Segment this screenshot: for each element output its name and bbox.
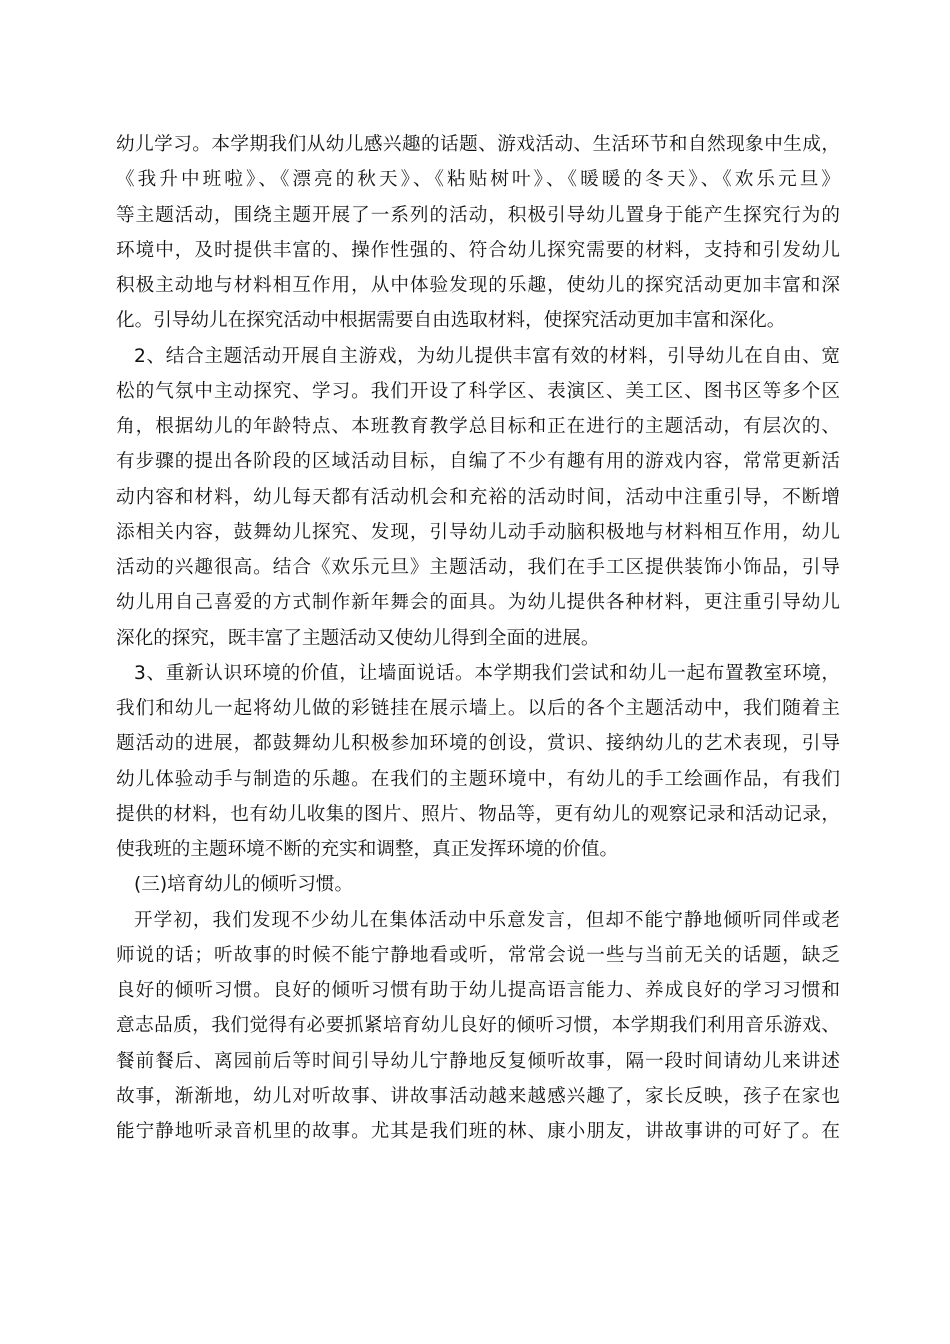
text-line: 环境中，及时提供丰富的、操作性强的、符合幼儿探究需要的材料，支持和引发幼儿 — [116, 239, 840, 261]
text-line: 添相关内容，鼓舞幼儿探究、发现，引导幼儿动手动脑积极地与材料相互作用，幼儿 — [116, 521, 840, 543]
text-line: 《我升中班啦》、《漂亮的秋天》、《粘贴树叶》、《暖暖的冬天》、《欢乐元旦》 — [116, 169, 840, 191]
text-line: 幼儿学习。本学期我们从幼儿感兴趣的话题、游戏活动、生活环节和自然现象中生成， — [116, 134, 840, 155]
text-line: 餐前餐后、离园前后等时间引导幼儿宁静地反复倾听故事，隔一段时间请幼儿来讲述 — [116, 1050, 840, 1072]
paragraph-start-line: 2、结合主题活动开展自主游戏，为幼儿提供丰富有效的材料，引导幼儿在自由、宽 — [134, 345, 840, 367]
text-line: 幼儿体验动手与制造的乐趣。在我们的主题环境中，有幼儿的手工绘画作品，有我们 — [116, 768, 840, 790]
section-heading: (三)培育幼儿的倾听习惯。 — [134, 874, 354, 896]
text-line: 有步骤的提出各阶段的区域活动目标，自编了不少有趣有用的游戏内容，常常更新活 — [116, 451, 840, 473]
text-line: 等主题活动，围绕主题开展了一系列的活动，积极引导幼儿置身于能产生探究行为的 — [116, 204, 840, 226]
text-line: 松的气氛中主动探究、学习。我们开设了科学区、表演区、美工区、图书区等多个区 — [116, 380, 840, 402]
paragraph-start-line: 开学初，我们发现不少幼儿在集体活动中乐意发言，但却不能宁静地倾听同伴或老 — [134, 909, 840, 931]
text-line: 能宁静地听录音机里的故事。尤其是我们班的林、康小朋友，讲故事讲的可好了。在 — [116, 1121, 840, 1142]
document-body — [116, 127, 840, 1149]
text-line: 题活动的进展，都鼓舞幼儿积极参加环境的创设，赏识、接纳幼儿的艺术表现，引导 — [116, 733, 840, 755]
text-line: 化。引导幼儿在探究活动中根据需要自由选取材料，使探究活动更加丰富和深化。 — [116, 310, 786, 332]
text-line: 师说的话；听故事的时候不能宁静地看或听，常常会说一些与当前无关的话题，缺乏 — [116, 944, 840, 966]
text-line: 故事，渐渐地，幼儿对听故事、讲故事活动越来越感兴趣了，家长反映，孩子在家也 — [116, 1085, 840, 1107]
text-line: 活动的兴趣很高。结合《欢乐元旦》主题活动，我们在手工区提供装饰小饰品，引导 — [116, 557, 840, 578]
text-line: 良好的倾听习惯。良好的倾听习惯有助于幼儿提高语言能力、养成良好的学习习惯和 — [116, 980, 840, 1001]
text-line: 积极主动地与材料相互作用，从中体验发现的乐趣，使幼儿的探究活动更加丰富和深 — [116, 275, 840, 296]
text-line: 幼儿用自己喜爱的方式制作新年舞会的面具。为幼儿提供各种材料，更注重引导幼儿 — [116, 592, 840, 614]
text-line: 使我班的主题环境不断的充实和调整，真正发挥环境的价值。 — [116, 839, 619, 860]
text-line: 意志品质，我们觉得有必要抓紧培育幼儿良好的倾听习惯，本学期我们利用音乐游戏、 — [116, 1015, 840, 1037]
paragraph-start-line: 3、重新认识环境的价值，让墙面说话。本学期我们尝试和幼儿一起布置教室环境， — [134, 662, 840, 684]
text-line: 我们和幼儿一起将幼儿做的彩链挂在展示墙上。以后的各个主题活动中，我们随着主 — [116, 698, 840, 719]
text-line: 提供的材料，也有幼儿收集的图片、照片、物品等，更有幼儿的观察记录和活动记录， — [116, 803, 840, 825]
text-line: 角，根据幼儿的年龄特点、本班教育教学总目标和正在进行的主题活动，有层次的、 — [116, 416, 840, 437]
text-line: 动内容和材料，幼儿每天都有活动机会和充裕的活动时间，活动中注重引导，不断增 — [116, 486, 840, 508]
text-line: 深化的探究，既丰富了主题活动又使幼儿得到全面的进展。 — [116, 627, 600, 649]
